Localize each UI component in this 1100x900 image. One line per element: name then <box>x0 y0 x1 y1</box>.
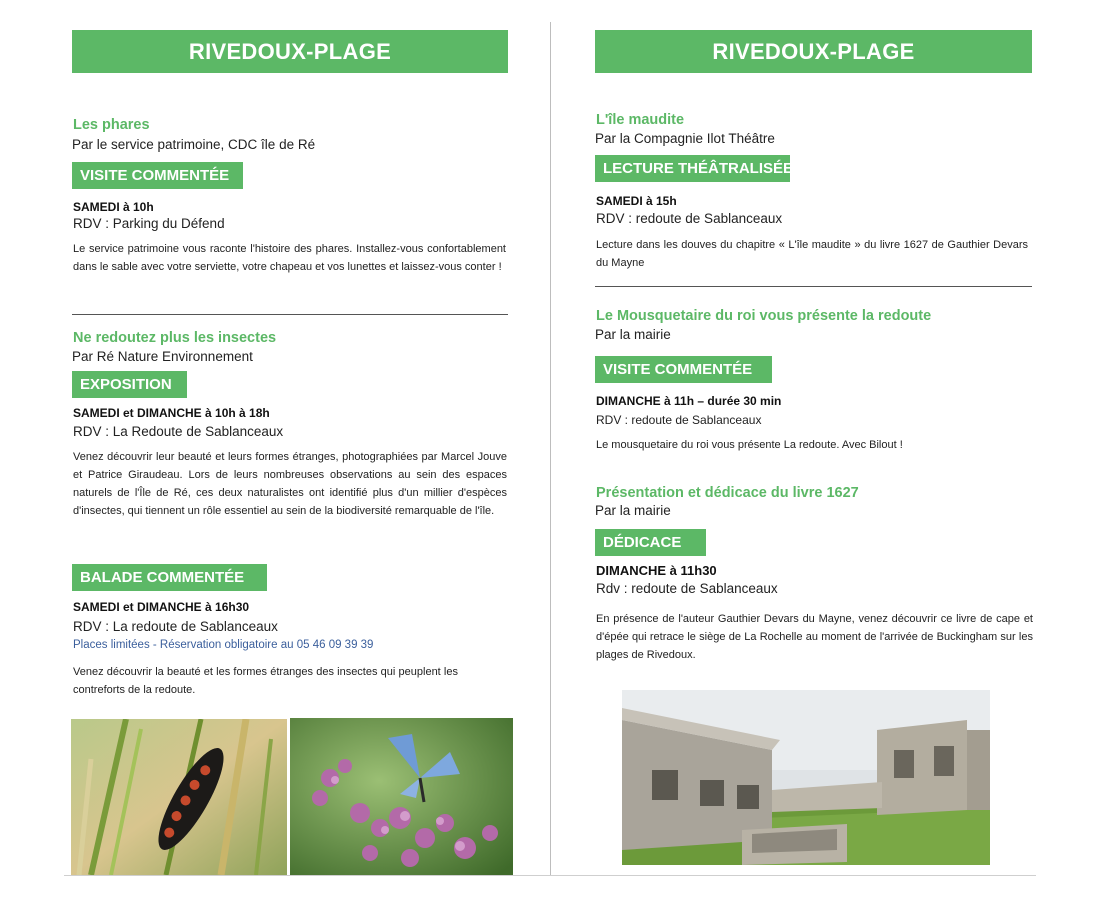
booking-note: Places limitées - Réservation obligatoire au 05 46 09 39 39 <box>73 639 374 651</box>
event-schedule: SAMEDI et DIMANCHE à 10h à 18h <box>73 406 270 420</box>
column-divider <box>550 22 551 875</box>
event-meeting-point: RDV : redoute de Sablanceaux <box>596 413 762 427</box>
event-type-tag: LECTURE THÉÂTRALISÉE <box>595 155 790 182</box>
event-meeting-point: RDV : La Redoute de Sablanceaux <box>73 424 284 439</box>
event-type-tag: VISITE COMMENTÉE <box>72 162 243 189</box>
event-description: Venez découvrir la beauté et les formes étranges des insectes qui peuplent les contreforts de la redoute. <box>73 666 458 696</box>
event-title: Présentation et dédicace du livre 1627 <box>596 485 859 501</box>
event-meeting-point: RDV : redoute de Sablanceaux <box>596 211 783 226</box>
section-divider <box>72 314 508 315</box>
event-meeting-point: Rdv : redoute de Sablanceaux <box>596 581 778 596</box>
event-schedule: SAMEDI à 15h <box>596 194 677 208</box>
butterfly-photo <box>290 718 513 875</box>
event-description: Le mousquetaire du roi vous présente La redoute. Avec Bilout ! <box>596 439 903 451</box>
event-organizer: Par le service patrimoine, CDC île de Ré <box>72 137 316 152</box>
event-schedule: DIMANCHE à 11h – durée 30 min <box>596 394 782 408</box>
event-description: Lecture dans les douves du chapitre « L'île maudite » du livre 1627 de Gauthier Devars du Mayne <box>596 239 1028 269</box>
event-title: Les phares <box>73 117 150 133</box>
event-meeting-point: RDV : La redoute de Sablanceaux <box>73 619 278 634</box>
event-organizer: Par la mairie <box>595 503 671 518</box>
event-type-tag: EXPOSITION <box>72 371 187 398</box>
event-organizer: Par la mairie <box>595 327 671 342</box>
event-title: Le Mousquetaire du roi vous présente la redoute <box>596 308 932 324</box>
event-organizer: Par Ré Nature Environnement <box>72 349 253 364</box>
event-organizer: Par la Compagnie Ilot Théâtre <box>595 131 775 146</box>
event-schedule: SAMEDI à 10h <box>73 200 154 214</box>
event-title: L'île maudite <box>596 112 685 128</box>
page-banner: RIVEDOUX-PLAGE <box>72 30 508 73</box>
event-title: Ne redoutez plus les insectes <box>73 330 277 346</box>
caterpillar-photo <box>71 719 287 875</box>
event-type-tag: VISITE COMMENTÉE <box>595 356 772 383</box>
event-description: En présence de l'auteur Gauthier Devars du Mayne, venez découvrir ce livre de cape et d'épée qui retrace le siège de La Rochelle au moment de l'arrivée de Buckingham sur les plages de Rivedoux. <box>596 613 1033 661</box>
event-type-tag: DÉDICACE <box>595 529 706 556</box>
page-banner: RIVEDOUX-PLAGE <box>595 30 1032 73</box>
event-schedule: SAMEDI et DIMANCHE à 16h30 <box>73 600 250 614</box>
event-description: Le service patrimoine vous raconte l'histoire des phares. Installez-vous confortablement dans le sable avec votre serviette, votre chapeau et vos lunettes et laissez-vous conter ! <box>73 243 506 273</box>
section-divider <box>595 286 1032 287</box>
event-type-tag: BALADE COMMENTÉE <box>72 564 267 591</box>
event-schedule: DIMANCHE à 11h30 <box>596 563 717 578</box>
event-description: Venez découvrir leur beauté et leurs formes étranges, photographiées par Marcel Jouve et Patrice Giraudeau. Lors de leurs nombreuses observations au sein des espaces naturels de l'Île de Ré, ces deux naturalistes ont identifié plus d'un millier d'espèces d'insectes, qui tiennent un rôle essentiel au sein de la biodiversité remarquable de l'île. <box>73 451 507 517</box>
event-meeting-point: RDV : Parking du Défend <box>73 216 225 231</box>
redoute-photo <box>622 690 990 865</box>
